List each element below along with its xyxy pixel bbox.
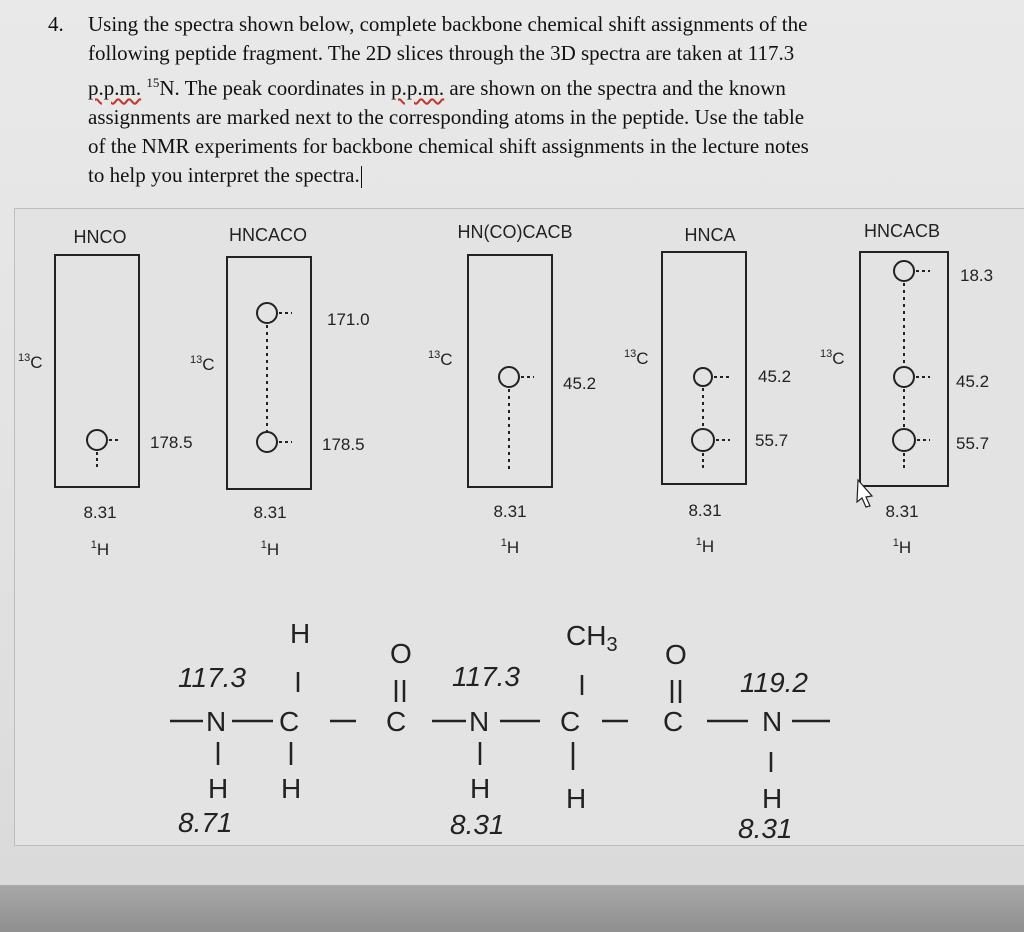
atom-c1: C: [386, 706, 407, 737]
atom-hn3: H: [762, 783, 783, 814]
peak-value: 45.2: [956, 372, 990, 391]
atom-hn1: H: [208, 773, 229, 804]
axis-13c-label: $^{13}$C: [18, 352, 43, 372]
peak-marker: [894, 261, 914, 281]
peak-marker: [694, 368, 712, 386]
peak-marker: [87, 430, 107, 450]
peak-value: 45.2: [758, 367, 792, 386]
x-value: 8.31: [493, 502, 527, 521]
x-value: 8.31: [253, 503, 287, 522]
peak-value: 178.5: [150, 433, 193, 452]
axis-1h-label: $^1$H: [260, 539, 280, 559]
axis-1h-label: $^1$H: [500, 537, 520, 557]
peak-value: 55.7: [755, 431, 789, 450]
atom-n2: N: [469, 706, 490, 737]
question-line: p.p.m. $^{15}$N. The peak coordinates in p.p.m. are shown on the spectra and the known: [88, 75, 786, 100]
peptide-structure: [170, 618, 830, 844]
x-value: 8.31: [83, 503, 117, 522]
spellcheck-word: p.p.m.: [88, 76, 142, 100]
axis-1h-label: $^1$H: [892, 537, 912, 557]
h3-shift: 8.31: [738, 813, 793, 844]
mouse-pointer-icon: [857, 480, 872, 507]
axis-13c-label: $^{13}$C: [428, 349, 453, 369]
question-line: assignments are marked next to the corresponding atoms in the peptide. Use the table: [88, 105, 805, 129]
spectrum-frame: [227, 257, 311, 489]
question-number: 4.: [48, 12, 64, 36]
question-line: to help you interpret the spectra.: [88, 163, 360, 187]
peak-marker: [257, 303, 277, 323]
atom-h-alpha2: H: [566, 783, 587, 814]
n3-shift: 119.2: [740, 667, 808, 698]
spectrum-hncocacb: [428, 222, 596, 557]
atom-n1: N: [206, 706, 227, 737]
atom-h-alpha1-bottom: H: [281, 773, 302, 804]
peak-marker: [692, 429, 714, 451]
spectrum-title: HNCO: [73, 227, 127, 247]
spectrum-hnco: [18, 227, 193, 559]
spectrum-hncaco: [190, 225, 370, 559]
axis-1h-label: $^1$H: [695, 536, 715, 556]
spectrum-title: HNCACB: [863, 221, 941, 241]
peak-marker: [499, 367, 519, 387]
atom-n3: N: [762, 706, 783, 737]
axis-13c-label: $^{13}$C: [190, 354, 215, 374]
question-line: following peptide fragment. The 2D slices through the 3D spectra are taken at 117.3: [88, 41, 795, 65]
peak-marker: [257, 432, 277, 452]
peak-marker: [894, 367, 914, 387]
axis-13c-label: $^{13}$C: [820, 348, 845, 368]
axis-13c-label: $^{13}$C: [624, 348, 649, 368]
spectrum-title: HNCACO: [228, 225, 308, 245]
peak-marker: [893, 429, 915, 451]
axis-1h-label: $^1$H: [90, 539, 110, 559]
atom-hn2: H: [470, 773, 491, 804]
n2-shift: 117.3: [452, 661, 520, 692]
atom-h-alpha1-top: H: [290, 618, 311, 649]
peak-value: 45.2: [563, 374, 597, 393]
spectrum-title: HN(CO)CACB: [457, 222, 573, 242]
spectrum-hncacb: [820, 221, 993, 557]
peak-value: 18.3: [960, 266, 994, 285]
methyl-group: $CH_3$: [566, 620, 618, 656]
atom-ca2: C: [560, 706, 581, 737]
h2-shift: 8.31: [450, 809, 505, 840]
atom-ca1: C: [279, 706, 300, 737]
peak-value: 171.0: [327, 310, 370, 329]
question-line: of the NMR experiments for backbone chemical shift assignments in the lecture notes: [88, 134, 809, 158]
peak-value: 55.7: [956, 434, 990, 453]
x-value: 8.31: [688, 501, 722, 520]
spellcheck-word: p.p.m.: [391, 76, 445, 100]
question-line: Using the spectra shown below, complete backbone chemical shift assignments of the: [88, 12, 808, 36]
peak-value: 178.5: [322, 435, 365, 454]
x-value: 8.31: [885, 502, 919, 521]
atom-o1: O: [390, 638, 412, 669]
spectrum-title: HNCA: [684, 225, 736, 245]
atom-o2: O: [665, 639, 687, 670]
spectrum-hnca: [624, 225, 791, 556]
n1-shift: 117.3: [178, 662, 246, 693]
h1-shift: 8.71: [178, 807, 233, 838]
atom-c2: C: [663, 706, 684, 737]
